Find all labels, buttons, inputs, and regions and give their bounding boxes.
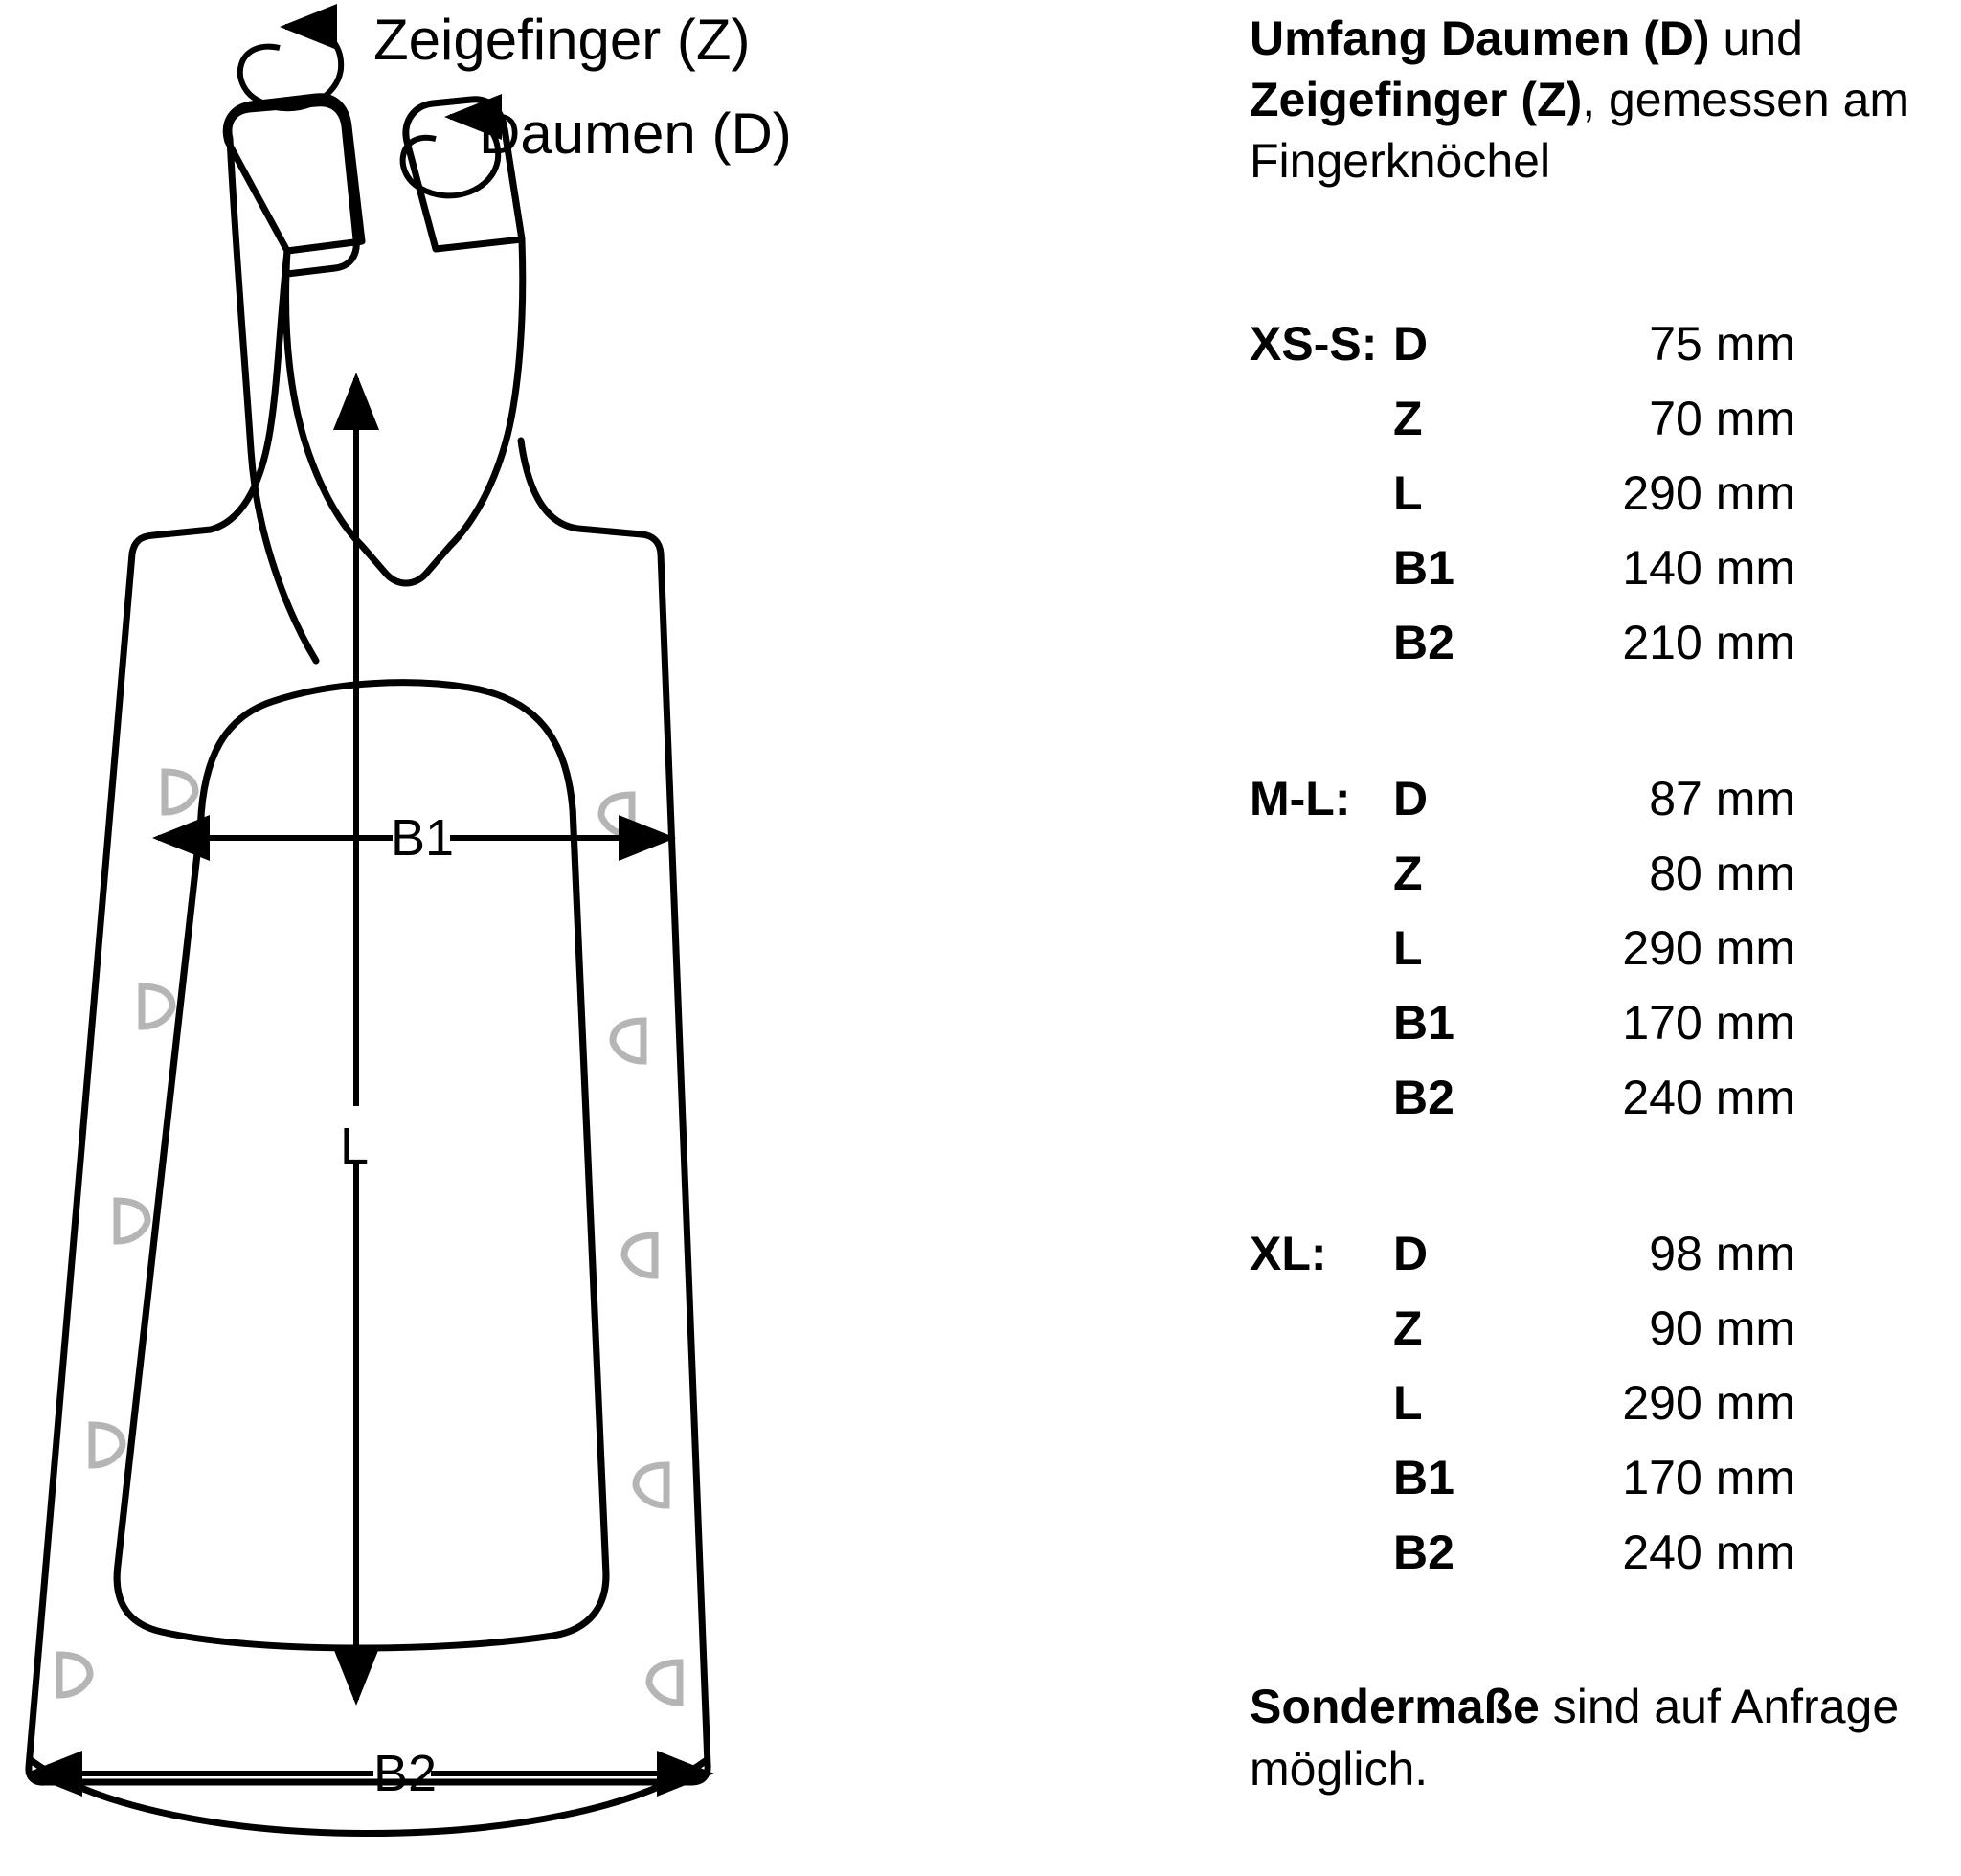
- measure-value: 75 mm: [1649, 317, 1795, 371]
- size-block-xs-s: [1250, 316, 1958, 689]
- size-name: XS-S:: [1250, 317, 1378, 371]
- callout-label-zeigefinger: Zeigefinger (Z): [373, 8, 751, 72]
- size-name: XL:: [1250, 1227, 1327, 1280]
- size-block-xl: [1250, 1226, 1958, 1599]
- size-row: [1250, 391, 1958, 465]
- dimension-label-b2: B2: [373, 1745, 438, 1802]
- measure-value: 87 mm: [1649, 772, 1795, 825]
- size-row: [1250, 846, 1958, 920]
- measure-value: 90 mm: [1649, 1301, 1795, 1355]
- measure-value: 80 mm: [1649, 847, 1795, 900]
- measure-value: 240 mm: [1622, 1071, 1795, 1124]
- measure-key: B1: [1393, 541, 1454, 595]
- measure-key: L: [1393, 1376, 1423, 1430]
- measure-key: L: [1393, 921, 1423, 975]
- size-row: [1250, 465, 1958, 540]
- callout-label-daumen: Daumen (D): [479, 102, 792, 166]
- measure-key: B2: [1393, 616, 1454, 669]
- measure-key: B1: [1393, 996, 1454, 1050]
- measure-key: B2: [1393, 1071, 1454, 1124]
- intro-plain-2: , gemessen am Fingerknöchel: [1250, 73, 1910, 188]
- neck-yoke-curve: [286, 129, 523, 583]
- measure-key: Z: [1393, 392, 1423, 445]
- measure-value: 240 mm: [1622, 1526, 1795, 1579]
- size-row: [1250, 995, 1958, 1070]
- measure-value: 70 mm: [1649, 392, 1795, 445]
- intro-plain-1: und: [1709, 11, 1803, 65]
- footer-note: [1250, 1676, 1958, 1800]
- intro-text: [1250, 8, 1958, 192]
- measurements-panel: [1230, 0, 1961, 1876]
- size-row: [1250, 540, 1958, 615]
- size-name: M-L:: [1250, 772, 1351, 825]
- measure-key: B2: [1393, 1526, 1454, 1579]
- measure-value: 140 mm: [1622, 541, 1795, 595]
- measure-key: Z: [1393, 847, 1423, 900]
- footer-bold: Sondermaße: [1250, 1680, 1540, 1733]
- size-block-m-l: [1250, 771, 1958, 1144]
- measure-key: D: [1393, 317, 1429, 371]
- size-row: [1250, 316, 1958, 391]
- measure-key: D: [1393, 1227, 1429, 1280]
- measure-value: 290 mm: [1622, 1376, 1795, 1430]
- size-row: [1250, 920, 1958, 995]
- measure-value: 210 mm: [1622, 616, 1795, 669]
- callout-arrow-zeigefinger: [240, 27, 341, 108]
- measure-key: L: [1393, 466, 1423, 520]
- dimension-label-b1: B1: [391, 809, 455, 867]
- measure-key: Z: [1393, 1301, 1423, 1355]
- measure-value: 290 mm: [1622, 921, 1795, 975]
- size-row: [1250, 1525, 1958, 1599]
- size-row: [1250, 1450, 1958, 1525]
- size-row: [1250, 1226, 1958, 1300]
- footer-plain: sind auf Anfrage möglich.: [1250, 1680, 1900, 1796]
- measure-value: 290 mm: [1622, 466, 1795, 520]
- intro-bold-1: Umfang Daumen (D): [1250, 11, 1710, 65]
- measure-value: 170 mm: [1622, 996, 1795, 1050]
- size-row: [1250, 1300, 1958, 1375]
- snap-loops-left: [59, 772, 195, 1695]
- size-row: [1250, 1070, 1958, 1144]
- snap-loops-right: [601, 795, 680, 1703]
- measure-value: 98 mm: [1649, 1227, 1795, 1280]
- intro-bold-2: Zeigefinger (Z): [1250, 73, 1583, 126]
- size-row: [1250, 615, 1958, 689]
- measure-key: D: [1393, 772, 1429, 825]
- size-row: [1250, 1375, 1958, 1450]
- measure-value: 170 mm: [1622, 1451, 1795, 1504]
- dimension-label-l: L: [340, 1118, 370, 1175]
- size-row: [1250, 771, 1958, 846]
- measure-key: B1: [1393, 1451, 1454, 1504]
